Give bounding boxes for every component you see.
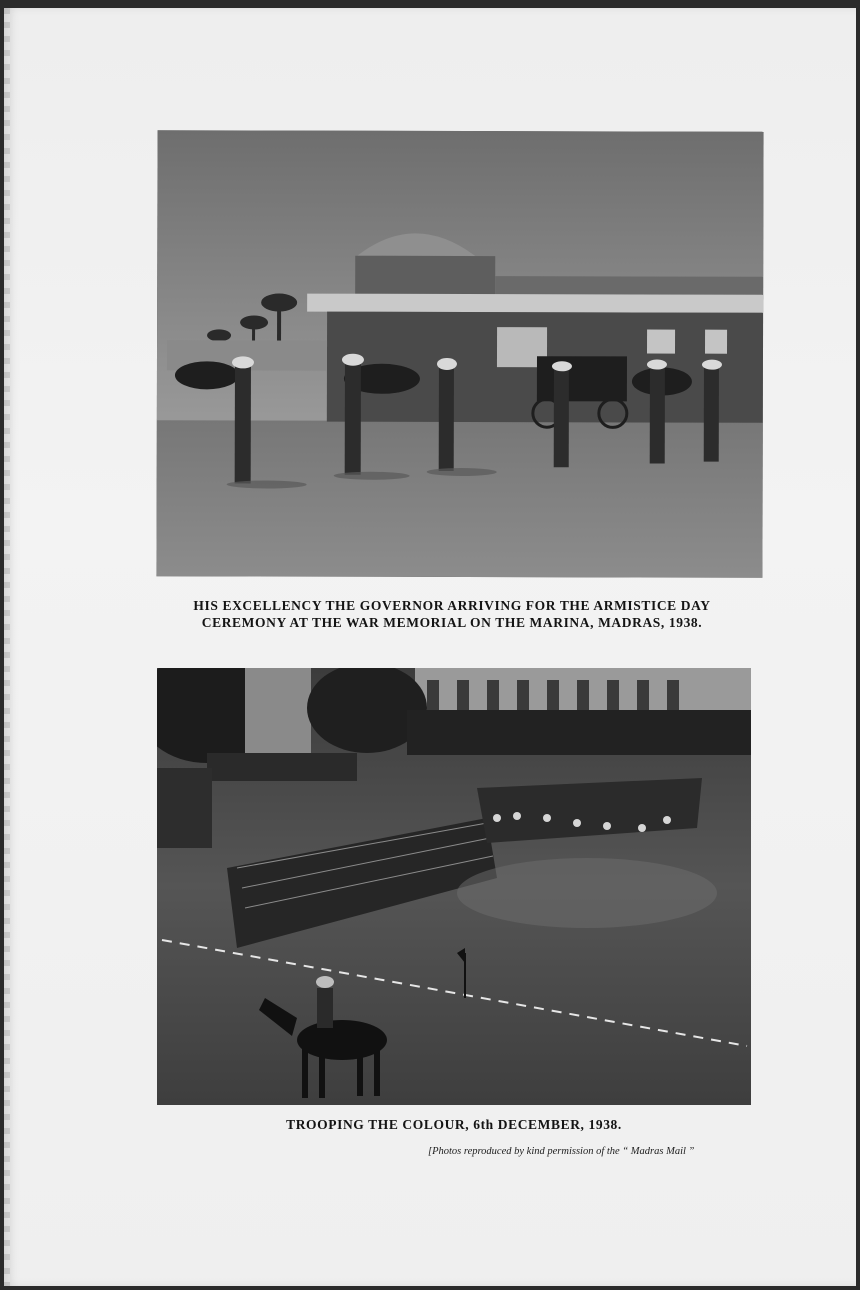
photo-armistice-day (156, 130, 763, 578)
page-binding-edge (4, 8, 10, 1286)
caption-armistice-day-line2: CEREMONY AT THE WAR MEMORIAL ON THE MARINA, MADRAS, 1938. (201, 615, 703, 630)
photo-trooping-the-colour (157, 668, 751, 1105)
caption-trooping-the-colour: TROOPING THE COLOUR, 6th DECEMBER, 1938. (286, 1117, 622, 1132)
caption-armistice-day (120, 597, 784, 631)
photo-credit: [Photos reproduced by kind permission of the “ Madras Mail ” (428, 1146, 695, 1157)
photo-armistice-day-graphic (156, 130, 763, 578)
photo-trooping-the-colour-graphic (157, 668, 751, 1105)
caption-armistice-day-line1: HIS EXCELLENCY THE GOVERNOR ARRIVING FOR THE ARMISTICE DAY (193, 598, 711, 613)
